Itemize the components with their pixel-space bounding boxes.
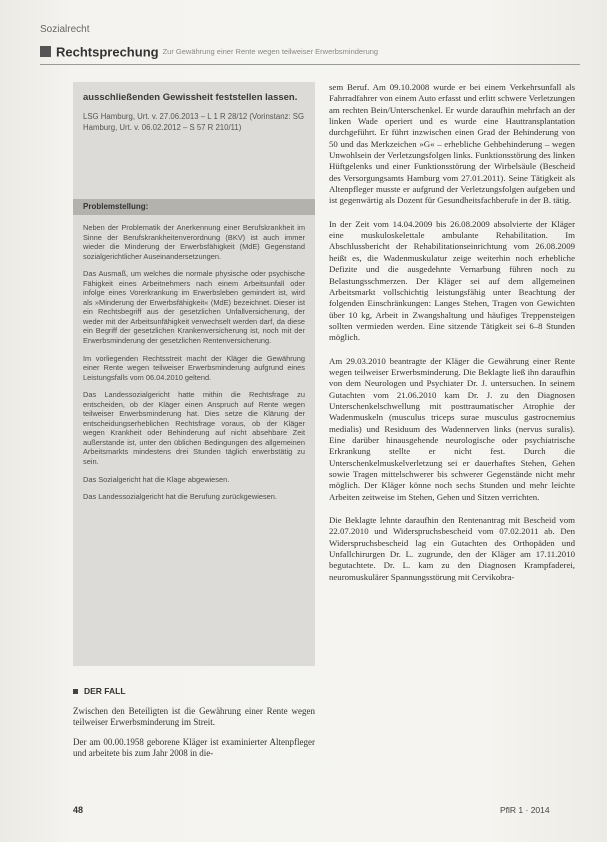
header-subtitle: Zur Gewährung einer Rente wegen teilweiser Erwerbsminderung [162,47,379,57]
right-column [329,82,575,595]
problem-heading-band [73,199,315,215]
summary-box [73,82,315,666]
header-title: Rechtsprechung [56,44,159,60]
problem-paragraph: Im vorliegenden Rechtsstreit macht der Kläger die Gewährung einer Rente wegen teilweiser Erwerbsminderung aufgrund eines Leistungsfalls vom 06.04.2010 geltend. [83,353,305,382]
page-header [40,43,580,61]
problem-paragraph: Neben der Problematik der Anerkennung einer Berufskrankheit im Sinne der Berufskrankheitenverordnung (BKV) ist auch immer wieder die Minderung der Erwerbsfähigkeit (MdE) Gegenstand sozialgerichtlicher Auseinandersetzungen. [83,223,305,261]
problem-paragraph: Das Landessozialgericht hatte mithin die Rechtsfrage zu entscheiden, ob der Kläger einen Anspruch auf Rente wegen teilweiser Erwerbsminderung hat. Dies setze die Klärung der entscheidungserheblichen Rechtsfrage voraus, ob der Kläger wegen Krankheit oder Behinderung auf nicht absehbare Zeit außerstande ist, unter den üblichen Bedingungen des allgemeinen Arbeitsmarkts mindestens drei Stunden täglich erwerbstätig zu sein. [83,390,305,467]
problem-heading: Problemstellung: [83,202,149,211]
court-citation: LSG Hamburg, Urt. v. 27.06.2013 – L 1 R 28/12 (Vorinstanz: SG Hamburg, Urt. v. 06.02.2012 – S 57 R 210/11) [83,112,305,132]
problem-paragraph: Das Landessozialgericht hat die Berufung zurückgewiesen. [83,492,277,502]
body-paragraph: sem Beruf. Am 09.10.2008 wurde er bei einem Verkehrsunfall als Fahrradfahrer von einem Auto erfasst und erlitt schwere Verletzungen am rechten Bein/Unterschenkel. Er wurde daraufhin mehrfach an der linken Wade operiert und es wurde eine Hauttransplantation durchgeführt. Er führt inzwischen einen Grad der Behinderung von 50 und das Merkzeichen »G« – erhebliche Gehbehinderung – wegen Unwohlsein der Verletzungsfolgen links. Funktionsstörung des linken Hüftgelenks und einer Funktionsstörung der Wirbelsäule (Bescheid des Versorgungsamts Hamburg vom 27.01.2011). Seine Tätigkeit als Altenpfleger musste er aufgrund der Verletzungsfolgen aufgeben und ist gegenwärtig als Dozent für Gesundheitsfachberufe in der B. tätig. [329,82,575,206]
body-paragraph: In der Zeit vom 14.04.2009 bis 26.08.2009 absolvierte der Kläger eine muskuloskelettale ambulante Rehabilitation. Im Abschlussbericht der Rehabilitationseinrichtung vom 26.08.2009 heißt es, die Wadenmuskulatur zeige weiterhin noch erhebliche Defizite und die ausgedehnte Vernarbung führen noch zu Belastungsschmerzen. Der Kläger sei auf dem allgemeinen Arbeitsmarkt vollschichtig leistungsfähig unter Beachtung der folgenden Einschränkungen: Langes Stehen, Tragen von Gewichten über 10 kg, Arbeit in Zwangshaltung und häufiges Treppensteigen sollten vermieden werden. Eine sitzende Tätigkeit sei 6–8 Stunden möglich. [329,218,575,343]
header-divider [40,64,580,65]
header-square-icon [40,46,51,57]
body-paragraph: Am 29.03.2010 beantragte der Kläger die Gewährung einer Rente wegen teilweiser Erwerbsminderung. Die Beklagte ließ ihn daraufhin von dem Neurologen und Psychiater Dr. J. untersuchen. In seinem Gutachten vom 21.06.2010 kam Dr. J. zu den Diagnosen Unterschenkelschwellung mit posttraumatischer Atrophie der Wadenmuskeln (musculus triceps surae musculus gastrocnemius medialis) und Residuum des Wadennerven links (nervus suralis). Eine darüber hinausgehende neurologische oder psychiatrische Erkrankung stellte er nicht fest. Durch die Unterschenkelmuskelverletzung sei er dauerhaftes Stehen, Gehen sowie Tragen mittelschwerer bis schwerer Gegenstände nicht mehr möglich. Der Kläger könne noch sechs Stunden und mehr leichte Arbeiten zeitweise im Stehen, Gehen und Sitzen verrichten. [329,355,575,502]
section-heading-fall [73,686,126,696]
problem-paragraph: Das Ausmaß, um welches die normale physische oder psychische Fähigkeit eines Arbeitnehmers nach einem Arbeitsunfall oder infolge eines Vorerkrankung im Erwerbsleben gemindert ist, wird als »Minderung der Erwerbsfähigkeit« (MdE) bezeichnet. Dieser ist ein Rechtsbegriff aus der gesetzlichen Unfallversicherung, der weder mit der Arbeitsunfähigkeit verwechselt werden darf, da diese ein Begriff der gesetzlichen Krankenversicherung ist, noch mit der Erwerbsminderung der gesetzlichen Rentenversicherung. [83,269,305,346]
problem-body [83,223,305,510]
body-paragraph: Die Beklagte lehnte daraufhin den Rentenantrag mit Bescheid vom 22.07.2010 und Widerspruchsbescheid vom 07.02.2011 ab. Den Widerspruchsbescheid lag ein Gutachten des Orthopäden und Unfallchirurgen Dr. L. zugrunde, den der Kläger am 17.11.2010 begutachtete. Dr. L. kam zu den Diagnosen Krampfaderei, neuromuskulärer Spannungsstörung mit Cervikobra- [329,515,575,582]
page-number: 48 [73,805,84,815]
fall-body [73,706,315,768]
bullet-square-icon [73,689,78,694]
fall-heading-text: DER FALL [84,686,126,696]
body-paragraph: Der am 00.00.1958 geborene Kläger ist examinierter Altenpfleger und arbeitete bis zum Jahr 2008 in die- [73,736,315,759]
summary-intro [83,92,305,133]
problem-paragraph: Das Sozialgericht hat die Klage abgewiesen. [83,474,230,484]
body-paragraph: Zwischen den Beteiligten ist die Gewährung einer Rente wegen teilweiser Erwerbsminderung im Streit. [73,706,315,728]
intro-text: ausschließenden Gewissheit feststellen lassen. [83,92,298,103]
section-label: Sozialrecht [40,24,90,35]
journal-issue: PflR 1 · 2014 [500,805,550,815]
